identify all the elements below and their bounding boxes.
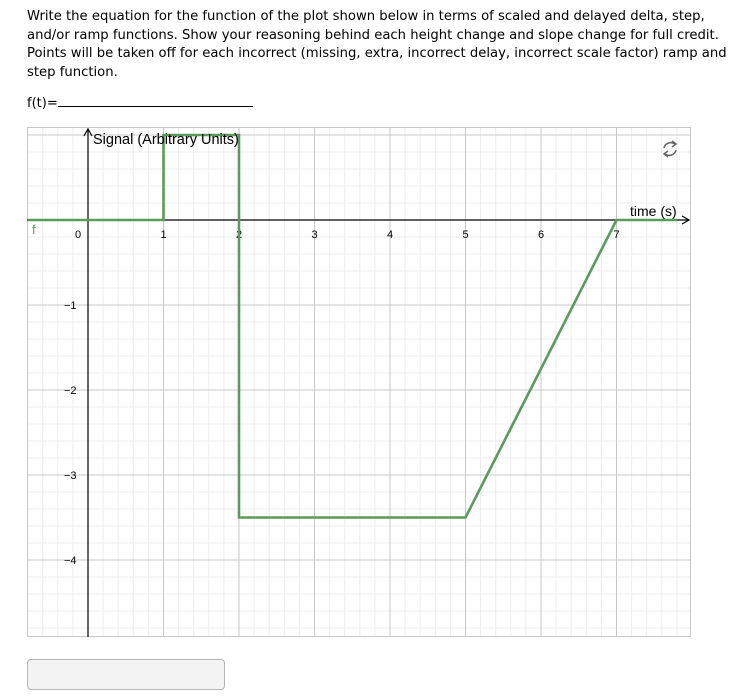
signal-line	[28, 135, 677, 518]
x-tick-label: 3	[311, 229, 318, 241]
x-tick-label: 4	[387, 229, 394, 241]
graph-panel[interactable]	[27, 127, 691, 637]
answer-input-box[interactable]	[27, 659, 225, 690]
x-tick-label: 2	[236, 229, 243, 241]
y-tick-label: −4	[64, 555, 77, 567]
x-tick-label: 6	[538, 229, 545, 241]
x-tick-label: 1	[160, 229, 167, 241]
signal-plot[interactable]	[27, 127, 691, 637]
reset-icon[interactable]	[664, 141, 676, 157]
y-axis-label: Signal (Arbitrary Units)	[93, 132, 239, 148]
x-tick-label: 0	[75, 229, 82, 241]
x-axis-label: time (s)	[630, 203, 677, 219]
axes	[27, 129, 689, 637]
y-tick-label: −1	[64, 300, 77, 312]
series-layer	[28, 135, 677, 518]
x-tick-label: 5	[462, 229, 469, 241]
question-text: Write the equation for the function of the plot shown below in terms of scaled and delayed delta, step, and/or ramp functions. Show your reasoning behind each height change and slope change for full credit. Points will be taken off for each incorrect (missing, extra, incorrect delay, incorrect scale factor) ramp and step function.	[27, 9, 727, 80]
answer-prompt	[27, 92, 253, 111]
x-tick-label: 7	[613, 229, 620, 241]
y-tick-label: −3	[64, 470, 77, 482]
answer-prompt-label: f(t)=	[27, 96, 58, 111]
answer-blank-line	[58, 92, 253, 107]
function-label: f	[32, 222, 36, 237]
y-tick-label: −2	[64, 385, 77, 397]
